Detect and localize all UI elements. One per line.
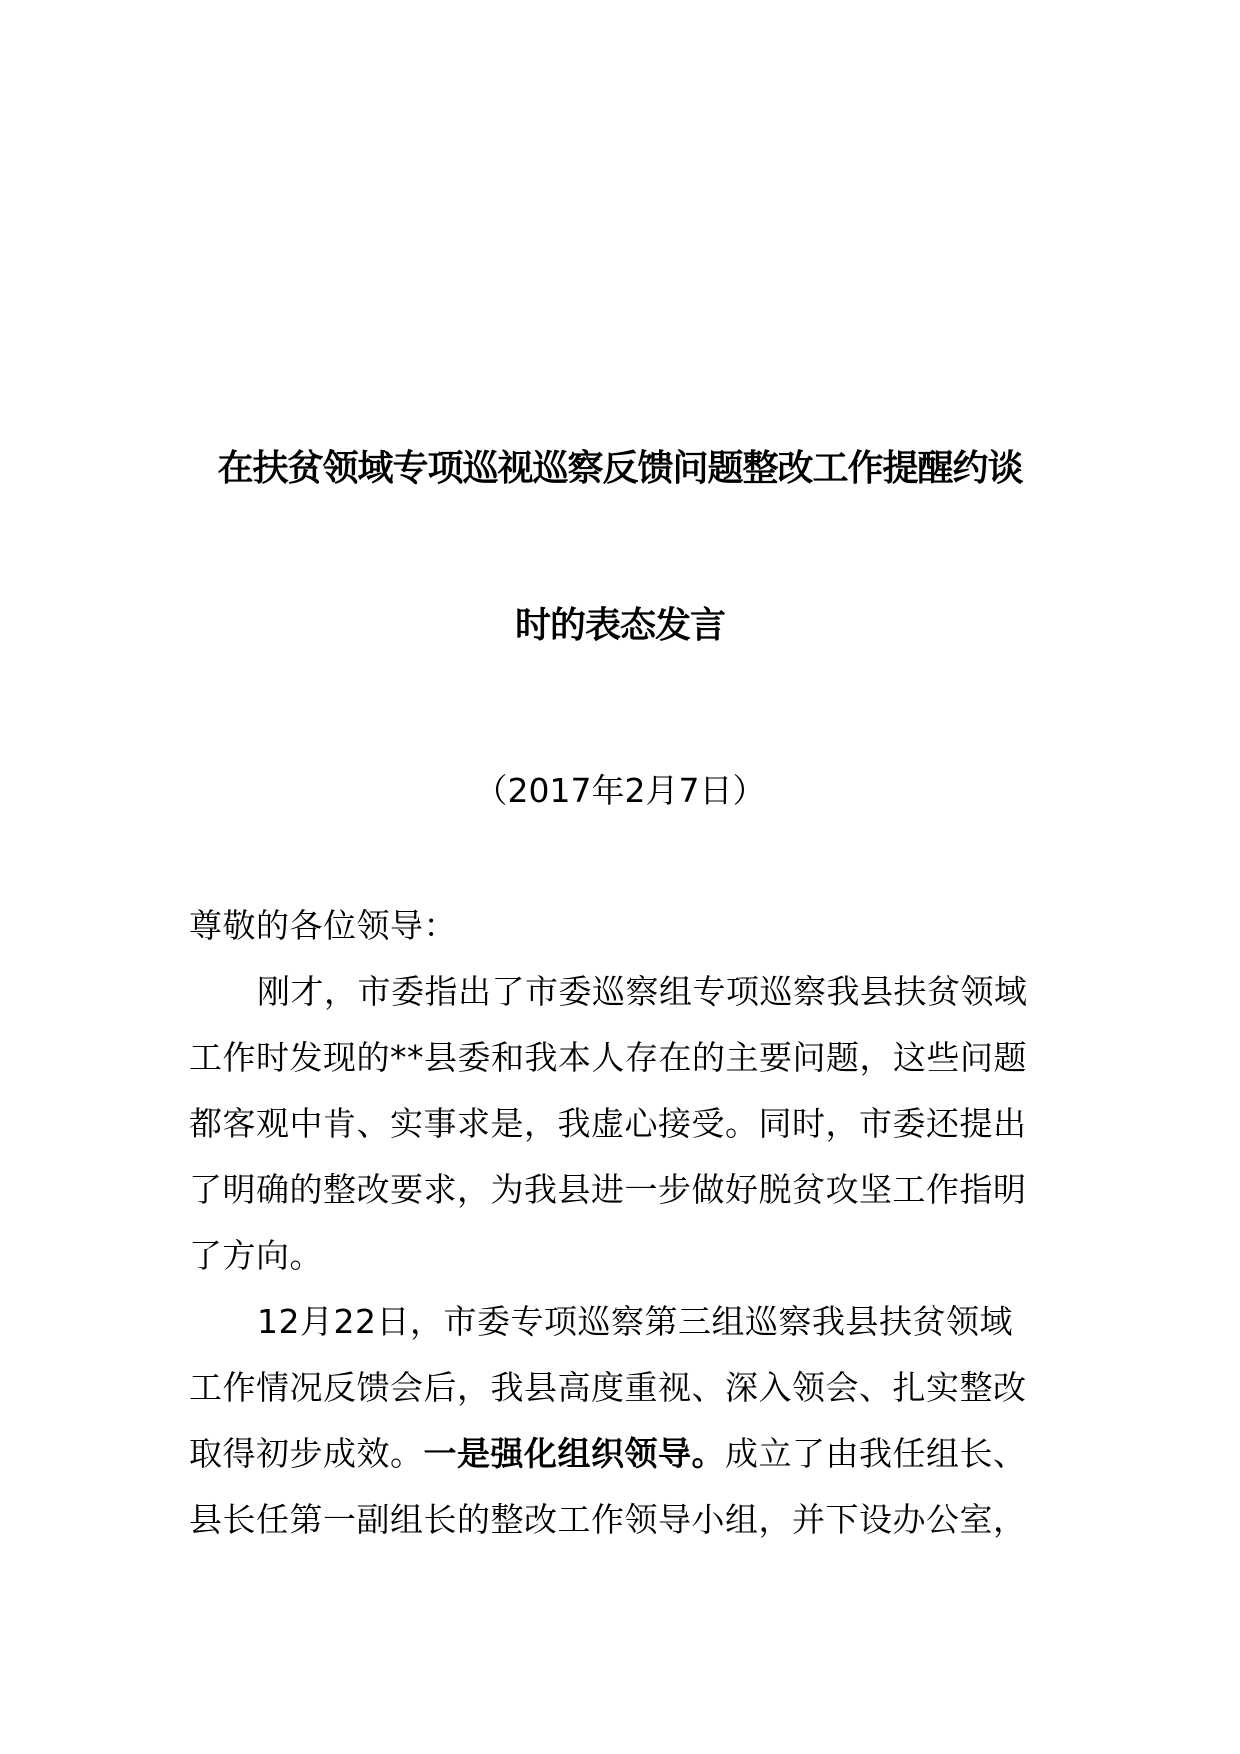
paragraph-line: 刚才，市委指出了市委巡察组专项巡察我县扶贫领域 <box>257 972 1028 1011</box>
text-run: 取得初步成效。 <box>189 1434 424 1473</box>
document-title-line1: 在扶贫领域专项巡视巡察反馈问题整改工作提醒约谈 <box>217 448 1023 489</box>
paragraph-line: 县长任第一副组长的整改工作领导小组，并下设办公室， <box>189 1500 1027 1539</box>
paragraph-line: 了方向。 <box>189 1236 323 1275</box>
paragraph-line: 工作时发现的**县委和我本人存在的主要问题，这些问题 <box>189 1038 1027 1077</box>
paragraph-line <box>189 1428 1069 1475</box>
document-title-line2: 时的表态发言 <box>514 605 725 646</box>
greeting: 尊敬的各位领导： <box>189 906 457 945</box>
document-date: （2017年2月7日） <box>474 771 766 810</box>
text-run: 成立了由我任组长、 <box>725 1434 1027 1473</box>
bold-heading: 一是强化组织领导。 <box>423 1434 725 1473</box>
paragraph-line: 了明确的整改要求，为我县进一步做好脱贫攻坚工作指明 <box>189 1170 1027 1209</box>
paragraph-line: 工作情况反馈会后，我县高度重视、深入领会、扎实整改 <box>189 1368 1027 1407</box>
paragraph-line: 12月22日，市委专项巡察第三组巡察我县扶贫领域 <box>257 1302 1013 1341</box>
paragraph-line: 都客观中肯、实事求是，我虚心接受。同时，市委还提出 <box>189 1104 1027 1143</box>
